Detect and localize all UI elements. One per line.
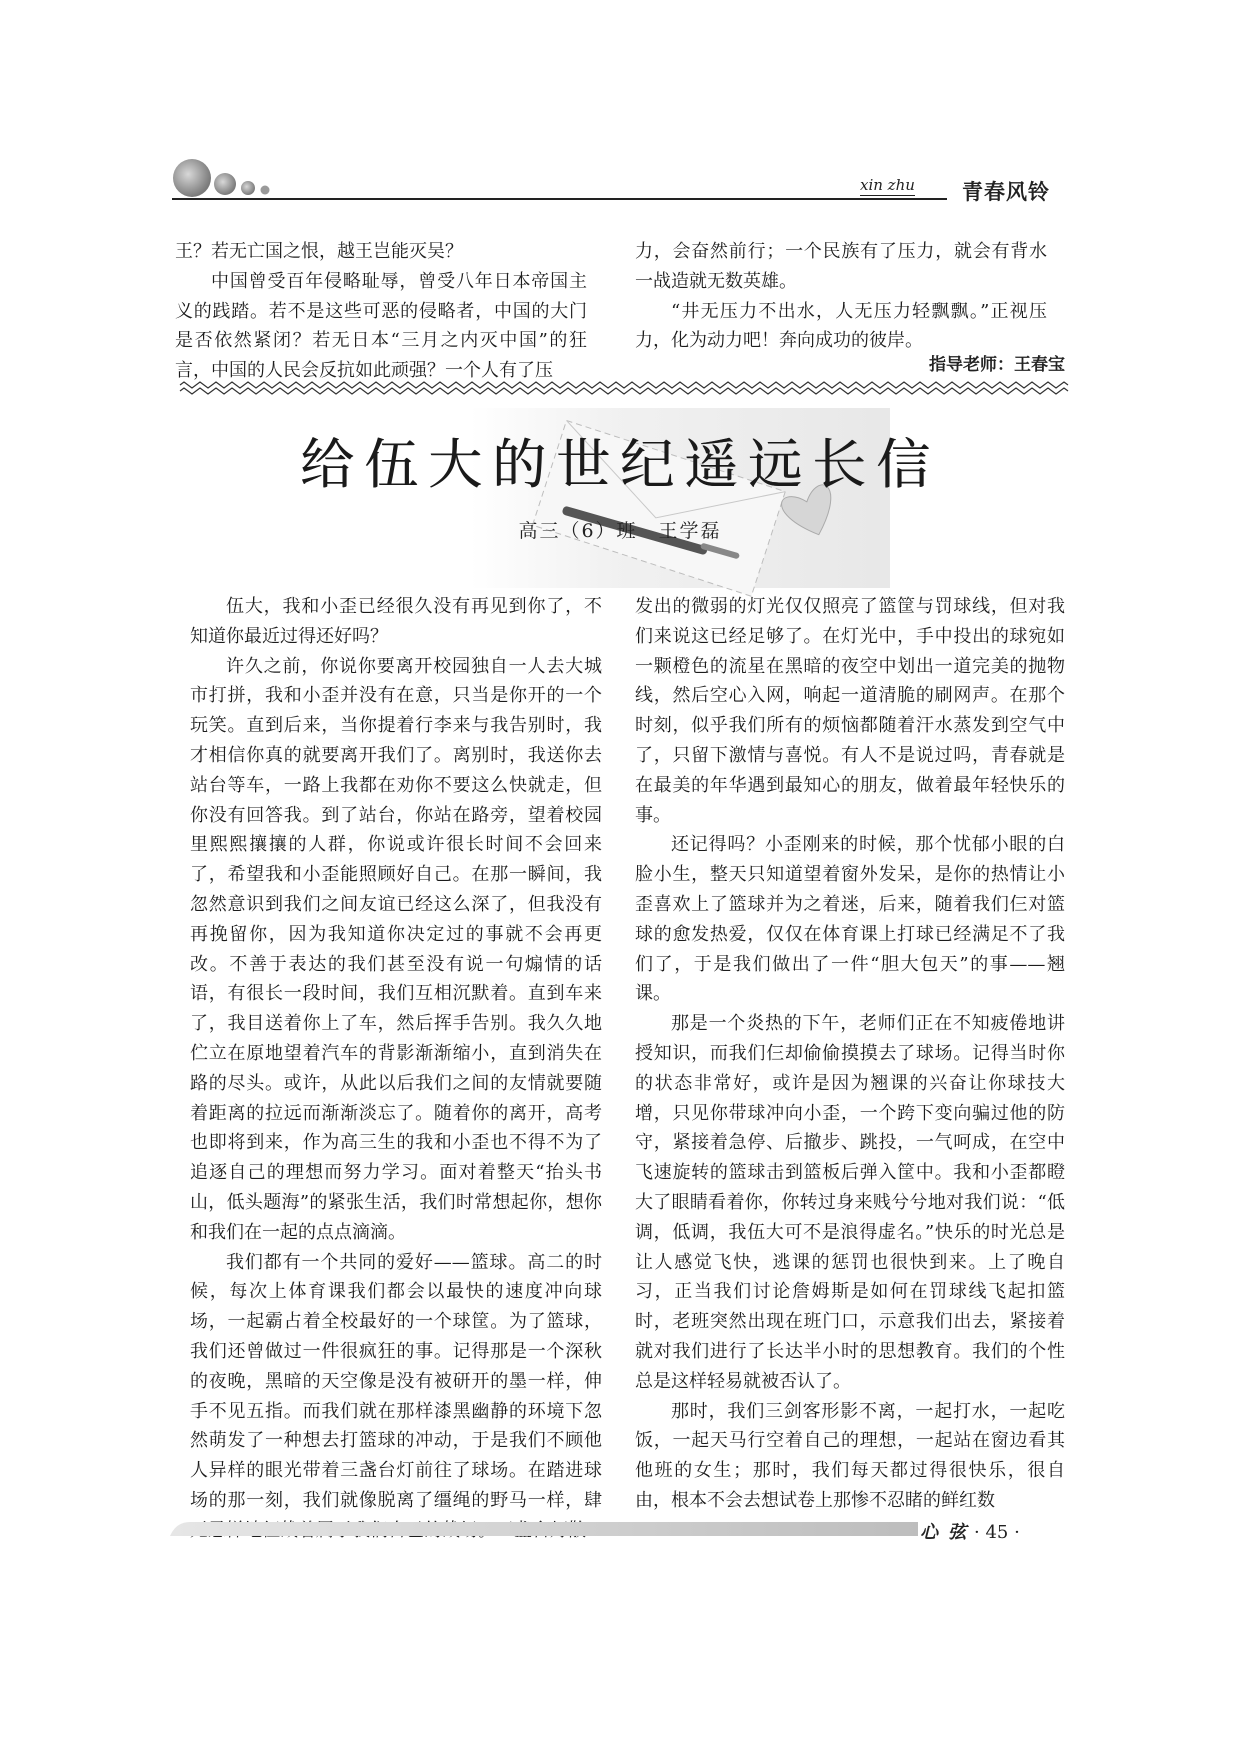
article-right-column: [635, 592, 1065, 1511]
article-title: 给伍大的世纪遥远长信: [300, 433, 940, 496]
section-title: 青春风铃: [962, 180, 1050, 204]
footer: [920, 1518, 1020, 1544]
header-rule: [172, 198, 947, 200]
article-paragraph: 许久之前，你说你要离开校园独自一人去大城市打拼，我和小歪并没有在意，只当是你开的一个玩笑。直到后来，当你提着行李来与我告别时，我才相信你真的就要离开我们了。离别时，我送你去站台等车，一路上我都在劝你不要这么快就走，但你没有回答我。到了站台，你站在路旁，望着校园里熙熙攘攘的人群，你说或许很长时间不会回来了，希望我和小歪能照顾好自己。在那一瞬间，我忽然意识到我们之间友谊已经这么深了，但我没有再挽留你，因为我知道你决定过的事就不会再更改。不善于表达的我们甚至没有说一句煽情的话语，有很长一段时间，我们互相沉默着。直到车来了，我目送着你上了车，然后挥手告别。我久久地伫立在原地望着汽车的背影渐渐缩小，直到消失在路的尽头。或许，从此以后我们之间的友情就要随着距离的拉远而渐渐淡忘了。随着你的离开，高考也即将到来，作为高三生的我和小歪也不得不为了追逐自己的理想而努力学习。面对着整天“抬头书山，低头题海”的紧张生活，我们时常想起你，想你和我们在一起的点点滴滴。: [190, 655, 602, 1243]
magazine-name: 心 弦: [920, 1522, 969, 1543]
article-byline: 高三（6）班 王学磊: [518, 520, 722, 542]
article-paragraph: 我们都有一个共同的爱好——篮球。高二的时候，每次上体育课我们都会以最快的速度冲向球场，一起霸占着全校最好的一个球筐。为了篮球，我们还曾做过一件很疯狂的事。记得那是一个深秋的夜晚，黑暗的天空像是没有被研开的墨一样，伸手不见五指。而我们就在那样漆黑幽静的环境下忽然萌发了一种想去打篮球的冲动，于是我们不顾他人异样的眼光带着三盏台灯前往了球场。在踏进球场的那一刻，我们就像脱离了缰绳的野马一样，肆: [190, 1251, 602, 1511]
prev-paragraph: 王？若无亡国之恨，越王岂能灭吴？: [175, 241, 463, 262]
article-paragraph: 伍大，我和小歪已经很久没有再见到你了，不知道你最近过得还好吗？: [190, 596, 602, 647]
article-paragraph: 发出的微弱的灯光仅仅照亮了篮筐与罚球线，但对我们来说这已经足够了。在灯光中，手中投出的球宛如一颗橙色的流星在黑暗的夜空中划出一道完美的抛物线，然后空心入网，响起一道清脆的刷网声。在那个时刻，似乎我们所有的烦恼都随着汗水蒸发到空气中了，只留下激情与喜悦。有人不是说过吗，青春就是在最美的年华遇到最知心的朋友，做着最年轻快乐的事。: [635, 596, 1065, 826]
prev-paragraph: 中国曾受百年侵略耻辱，曾受八年日本帝国主义的践踏。若不是这些可恶的侵略者，中国的大门是否依然紧闭？若无日本“三月之内灭中国”的狂言，中国的人民会反抗如此顽强？一个人有了压: [175, 270, 587, 382]
section-pinyin: xin zhu: [860, 176, 915, 194]
prev-article-left-column: [175, 237, 587, 382]
article-paragraph: 那时，我们三剑客形影不离，一起打水，一起吃饭，一起天马行空着自己的理想，一起站在窗边看其他班的女生；那时，我们每天都过得很快乐，很自由，根本不会去想试卷上那惨不忍睹的鲜红数: [635, 1400, 1065, 1511]
prev-paragraph: 力，会奋然前行；一个民族有了压力，就会有背水一战造就无数英雄。: [635, 241, 1047, 292]
section-divider-zigzag: [180, 382, 1062, 394]
teacher-credit: 指导老师：王春宝: [929, 355, 1065, 375]
article-paragraph: 那是一个炎热的下午，老师们正在不知疲倦地讲授知识，而我们仨却偷偷摸摸去了球场。记得当时你的状态非常好，或许是因为翘课的兴奋让你球技大增，只见你带球冲向小歪，一个跨下变向骗过他的防守，紧接着急停、后撤步、跳投，一气呵成，在空中飞速旋转的篮球击到篮板后弹入筐中。我和小歪都瞪大了眼睛看着你，你转过身来贱兮兮地对我们说：“低调，低调，我伍大可不是浪得虚名。”快乐的时光总是让人感觉飞快，逃课的惩罚也很快到来。上了晚自习，正当我们讨论詹姆斯是如何在罚球线飞起扣篮时，老班突然出现在班门口，示意我们出去，紧接着就对我们进行了长达半小时的思想教育。我们的个性总是这样轻易就被否认了。: [635, 1013, 1065, 1392]
prev-article-right-column: [635, 237, 1047, 352]
article-left-column: [190, 592, 602, 1511]
article-paragraph: 还记得吗？小歪刚来的时候，那个忧郁小眼的白脸小生，整天只知道望着窗外发呆，是你的热情让小歪喜欢上了篮球并为之着迷，后来，随着我们仨对篮球的愈发热爱，仅仅在体育课上打球已经满足不了我们了，于是我们做出了一件“胆大包天”的事——翘课。: [635, 834, 1065, 1005]
prev-paragraph: “井无压力不出水，人无压力轻飘飘。”正视压力，化为动力吧！奔向成功的彼岸。: [635, 300, 1047, 352]
footer-band: [170, 1522, 918, 1536]
page-number: · 45 ·: [974, 1522, 1020, 1543]
